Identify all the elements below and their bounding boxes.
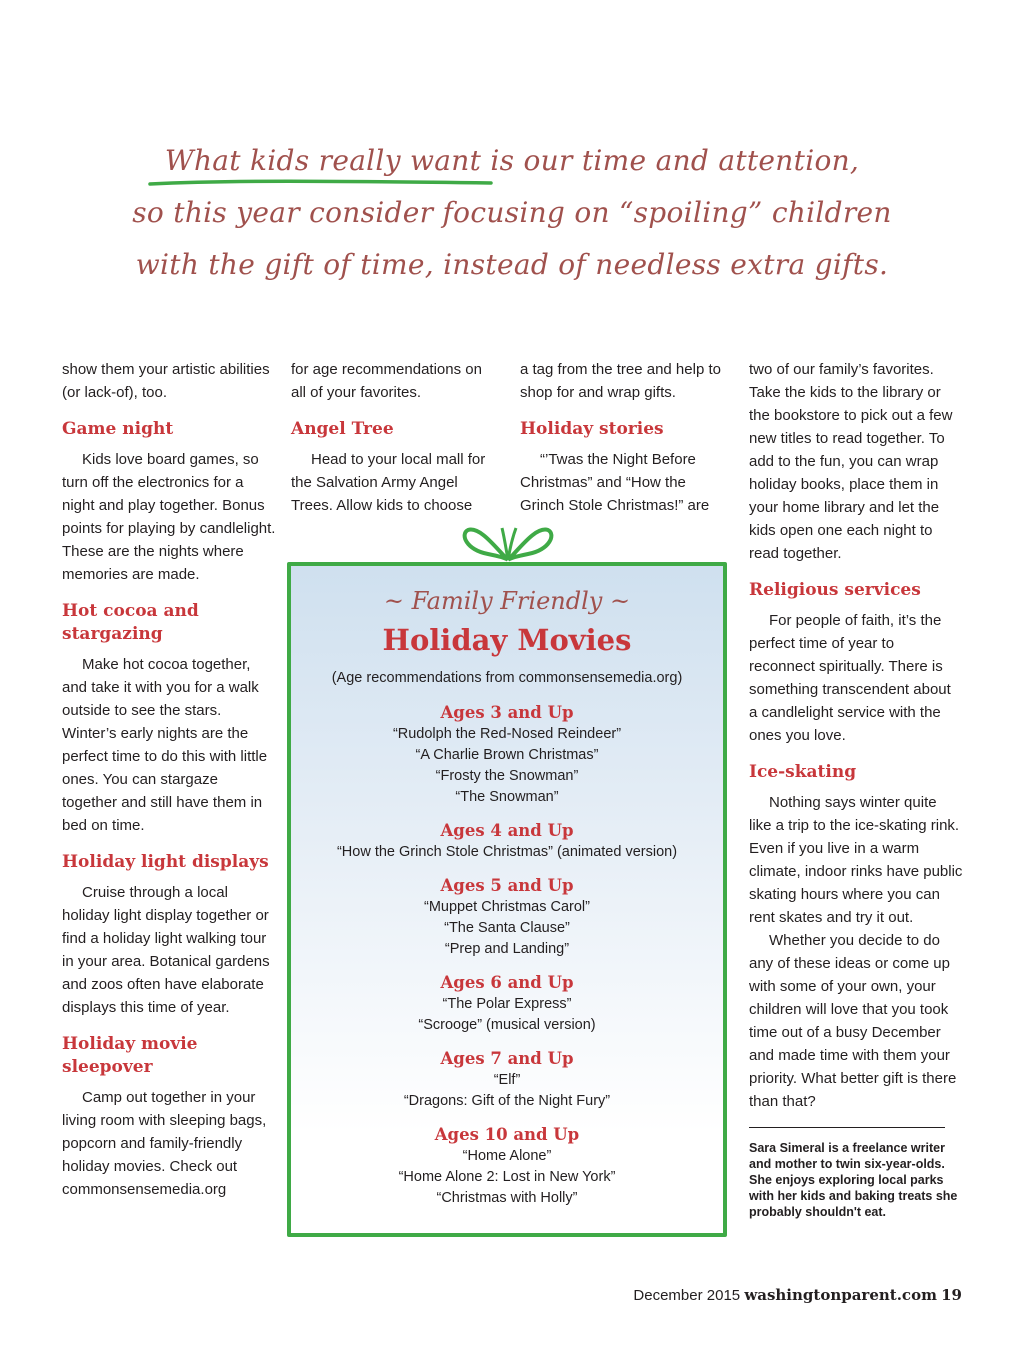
quote-underline-stroke bbox=[148, 178, 493, 188]
heading-holiday-stories: Holiday stories bbox=[520, 419, 664, 439]
box-subtitle: ~ Family Friendly ~ bbox=[383, 587, 631, 615]
pull-quote-line-1: What kids really want is our time and attention, bbox=[164, 144, 860, 177]
heading-religious-services: Religious services bbox=[749, 580, 921, 600]
movie-age-group bbox=[291, 702, 723, 808]
movie-age-group bbox=[291, 1124, 723, 1209]
religious-services-body: For people of faith, it’s the perfect time of year to reconnect spiritually. There is something transcendent about a candlelight service with the ones you love. bbox=[749, 612, 951, 744]
box-note: (Age recommendations from commonsensemedia.org) bbox=[331, 670, 683, 686]
footer-month: December 2015 bbox=[633, 1287, 741, 1304]
pull-quote-line-3: with the gift of time, instead of needless extra gifts. bbox=[135, 248, 889, 281]
page-footer bbox=[633, 1286, 962, 1304]
angel-tree-body: Head to your local mall for the Salvation Army Angel Trees. Allow kids to choose bbox=[291, 451, 486, 514]
heading-game-night: Game night bbox=[62, 419, 174, 439]
movie-title: “Christmas with Holly” bbox=[436, 1190, 578, 1206]
age-group-heading: Ages 3 and Up bbox=[440, 703, 574, 722]
movie-age-group bbox=[291, 972, 723, 1036]
gift-bow-icon bbox=[458, 508, 558, 568]
movie-groups bbox=[291, 702, 723, 1209]
heading-light-displays: Holiday light displays bbox=[62, 852, 269, 872]
holiday-stories-body: “’Twas the Night Before Christmas” and “How the Grinch Stole Christmas!” are bbox=[520, 451, 710, 514]
column-2 bbox=[291, 358, 501, 517]
movie-title: “Home Alone 2: Lost in New York” bbox=[398, 1169, 616, 1185]
holiday-movies-box bbox=[287, 562, 727, 1237]
movie-age-group bbox=[291, 875, 723, 960]
column-4 bbox=[749, 358, 963, 1220]
movie-title: “Muppet Christmas Carol” bbox=[424, 899, 590, 915]
movie-title: “Home Alone” bbox=[462, 1148, 552, 1164]
pull-quote bbox=[60, 135, 964, 291]
closing-paragraph: Whether you decide to do any of these ideas or come up with some of your own, your children will love that you took time out of a busy December and made time with them your priority. What better gift is there than that? bbox=[749, 932, 957, 1110]
movie-title: “Dragons: Gift of the Night Fury” bbox=[403, 1093, 611, 1109]
col3-intro: a tag from the tree and help to shop for and wrap gifts. bbox=[520, 361, 721, 401]
heading-movie-sleepover: Holiday movie sleepover bbox=[62, 1034, 198, 1077]
col2-intro: for age recommendations on all of your favorites. bbox=[291, 361, 482, 401]
movie-title: “How the Grinch Stole Christmas” (animated version) bbox=[336, 844, 678, 860]
age-group-heading: Ages 7 and Up bbox=[440, 1049, 574, 1068]
movie-title: “Frosty the Snowman” bbox=[435, 768, 579, 784]
movie-title: “Prep and Landing” bbox=[444, 941, 570, 957]
hot-cocoa-body: Make hot cocoa together, and take it with you for a walk outside to see the stars. Winter’s early nights are the perfect time to do this with little ones. You can stargaze together and still have them in bed on time. bbox=[62, 656, 268, 834]
light-displays-body: Cruise through a local holiday light display together or find a holiday light walking tour in your area. Botanical gardens and zoos often have elaborate displays this time of year. bbox=[62, 884, 270, 1016]
movie-title: “The Polar Express” bbox=[442, 996, 572, 1012]
age-group-heading: Ages 6 and Up bbox=[440, 973, 574, 992]
movie-age-group bbox=[291, 1048, 723, 1112]
heading-hot-cocoa: Hot cocoa and stargazing bbox=[62, 601, 199, 644]
movie-title: “The Snowman” bbox=[455, 789, 559, 805]
bio-divider bbox=[749, 1127, 945, 1128]
age-group-heading: Ages 5 and Up bbox=[440, 876, 574, 895]
author-bio: Sara Simeral is a freelance writer and mother to twin six-year-olds. She enjoys exploring local parks with her kids and baking treats she probably shouldn't eat. bbox=[749, 1141, 958, 1219]
movie-title: “Rudolph the Red-Nosed Reindeer” bbox=[392, 726, 622, 742]
movie-sleepover-body: Camp out together in your living room with sleeping bags, popcorn and family-friendly holiday movies. Check out commonsensemedia.org bbox=[62, 1089, 267, 1198]
heading-ice-skating: Ice-skating bbox=[749, 762, 857, 782]
col4-intro: two of our family’s favorites. Take the kids to the library or the bookstore to pick out a few new titles to read together. To add to the fun, you can wrap holiday books, place them in your home library and let the kids open one each night to read together. bbox=[749, 361, 953, 562]
movie-title: “The Santa Clause” bbox=[444, 920, 570, 936]
age-group-heading: Ages 4 and Up bbox=[440, 821, 574, 840]
age-group-heading: Ages 10 and Up bbox=[434, 1125, 580, 1144]
ice-skating-body: Nothing says winter quite like a trip to the ice-skating rink. Even if you live in a warm climate, indoor rinks have public skating hours where you can rent skates and try it out. bbox=[749, 794, 963, 926]
movie-title: “A Charlie Brown Christmas” bbox=[415, 747, 599, 763]
col1-intro: show them your artistic abilities (or lack-of), too. bbox=[62, 361, 270, 401]
footer-site: washingtonparent.com bbox=[744, 1286, 937, 1304]
box-title: Holiday Movies bbox=[382, 623, 632, 657]
movie-title: “Elf” bbox=[493, 1072, 521, 1088]
column-3 bbox=[520, 358, 730, 517]
movie-age-group bbox=[291, 820, 723, 863]
movie-title: “Scrooge” (musical version) bbox=[418, 1017, 596, 1033]
pull-quote-line-2: so this year consider focusing on “spoiling” children bbox=[132, 196, 892, 229]
column-1 bbox=[62, 358, 276, 1201]
page-number: 19 bbox=[941, 1286, 962, 1304]
game-night-body: Kids love board games, so turn off the electronics for a night and play together. Bonus points for playing by candlelight. These are the nights where memories are made. bbox=[62, 451, 276, 583]
heading-angel-tree: Angel Tree bbox=[291, 419, 394, 439]
